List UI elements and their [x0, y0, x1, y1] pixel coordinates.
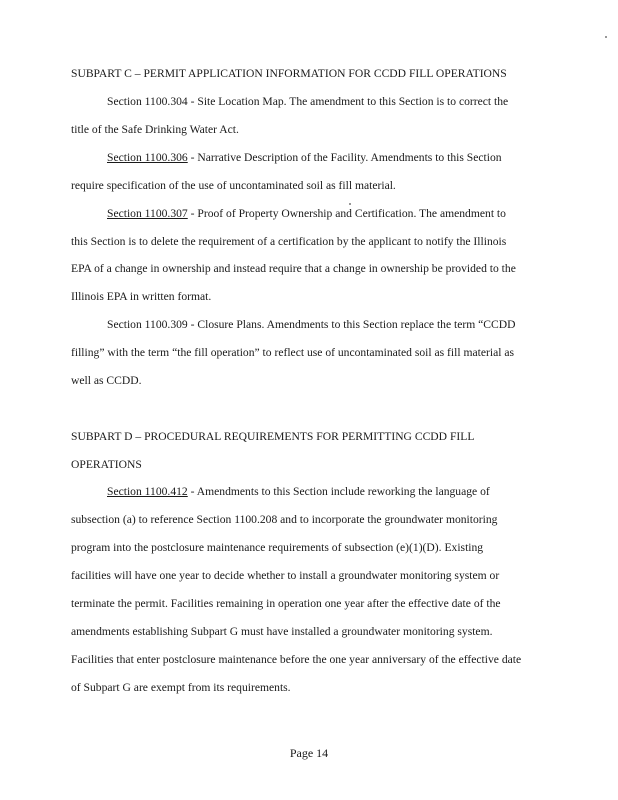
subpart-d-heading-line-1: SUBPART D – PROCEDURAL REQUIREMENTS FOR PERMITTING CCDD FILL [71, 430, 475, 443]
scan-speck [605, 36, 607, 38]
section-1100-412-line-2: subsection (a) to reference Section 1100.208 and to incorporate the groundwater monitoring [71, 513, 498, 526]
section-1100-306-line-2: require specification of the use of uncontaminated soil as fill material. [71, 179, 396, 192]
section-1100-309-line-3: well as CCDD. [71, 374, 142, 387]
section-1100-306-line-1-text: - Narrative Description of the Facility. Amendments to this Section [187, 151, 502, 164]
section-1100-307-line-3: EPA of a change in ownership and instead require that a change in ownership be provided to the [71, 262, 516, 275]
section-1100-304-line-1: Section 1100.304 - Site Location Map. The amendment to this Section is to correct the [107, 95, 509, 108]
section-1100-412-ref: Section 1100.412 [107, 485, 188, 498]
section-1100-412-line-1 [107, 485, 490, 499]
section-1100-412-line-7: Facilities that enter postclosure maintenance before the one year anniversary of the effective date [71, 653, 522, 666]
subpart-d-heading-line-2: OPERATIONS [71, 458, 142, 471]
section-1100-412-line-3: program into the postclosure maintenance requirements of subsection (e)(1)(D). Existing [71, 541, 484, 554]
section-1100-304-line-2: title of the Safe Drinking Water Act. [71, 123, 239, 136]
section-1100-309-line-1: Section 1100.309 - Closure Plans. Amendments to this Section replace the term “CCDD [107, 318, 516, 331]
subpart-c-heading: SUBPART C – PERMIT APPLICATION INFORMATION FOR CCDD FILL OPERATIONS [71, 67, 507, 80]
section-1100-307-line-4: Illinois EPA in written format. [71, 290, 212, 303]
section-1100-307-line-2: this Section is to delete the requirement of a certification by the applicant to notify the Illinois [71, 235, 507, 248]
section-1100-309-line-2: filling” with the term “the fill operation” to reflect use of uncontaminated soil as fill material as [71, 346, 514, 359]
scan-speck [349, 203, 351, 205]
section-1100-412-line-6: amendments establishing Subpart G must have installed a groundwater monitoring system. [71, 625, 493, 638]
section-1100-412-line-1-text: - Amendments to this Section include reworking the language of [187, 485, 490, 498]
section-1100-307-line-1 [107, 207, 506, 221]
section-1100-307-ref: Section 1100.307 [107, 207, 188, 220]
section-1100-412-line-8: of Subpart G are exempt from its requirements. [71, 681, 291, 694]
section-1100-412-line-4: facilities will have one year to decide whether to install a groundwater monitoring system or [71, 569, 500, 582]
section-1100-306-ref: Section 1100.306 [107, 151, 188, 164]
section-1100-412-line-5: terminate the permit. Facilities remaining in operation one year after the effective date of the [71, 597, 501, 610]
section-1100-307-line-1-text: - Proof of Property Ownership and Certification. The amendment to [187, 207, 506, 220]
section-1100-306-line-1 [107, 151, 502, 165]
page-number: Page 14 [289, 746, 329, 760]
